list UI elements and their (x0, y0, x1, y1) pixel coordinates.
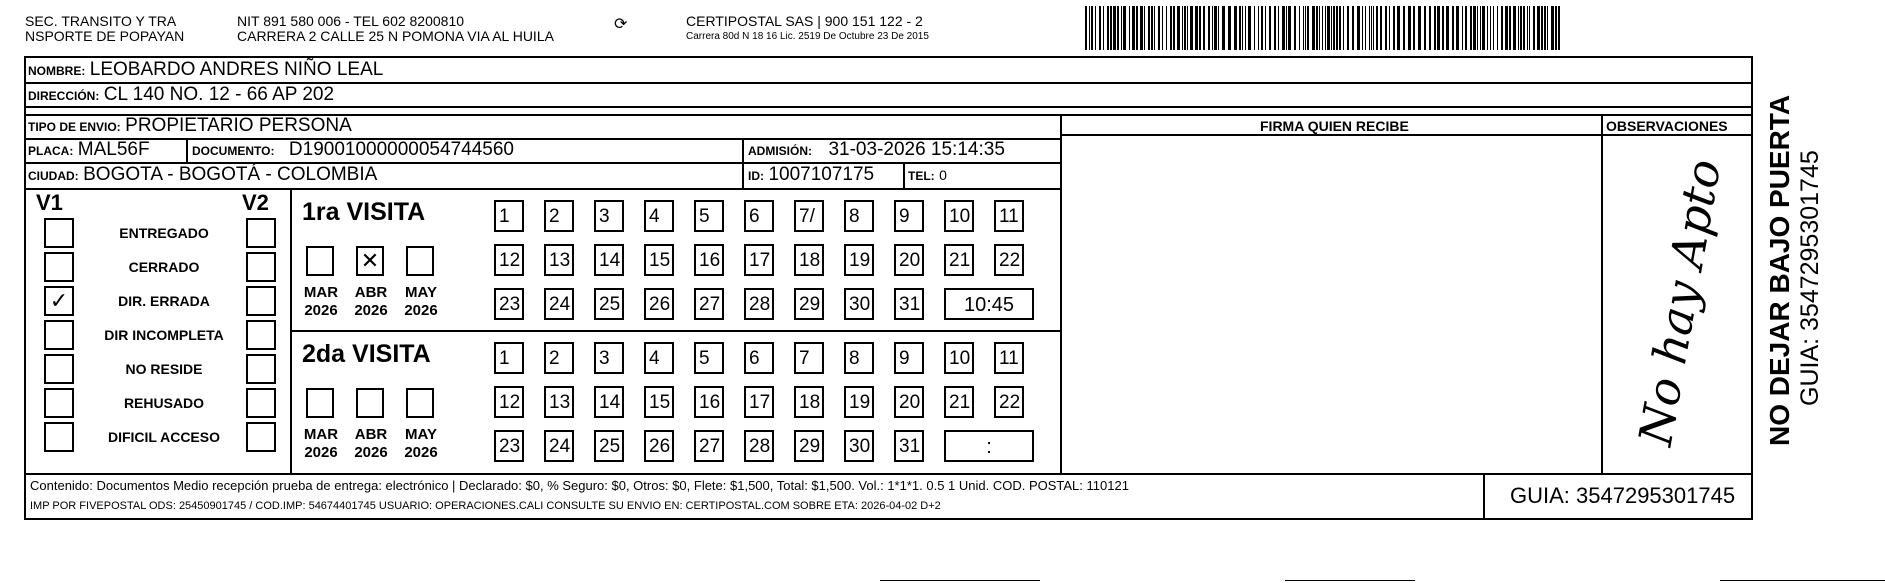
day-box[interactable]: 3 (594, 342, 624, 374)
barcode-bar (1482, 6, 1485, 50)
admision-value: 31-03-2026 15:14:35 (828, 139, 1005, 160)
firma-header: FIRMA QUIEN RECIBE (1260, 118, 1409, 134)
direccion-row (28, 84, 334, 106)
observaciones-header: OBSERVACIONES (1606, 118, 1728, 134)
day-box[interactable]: 24 (544, 430, 574, 462)
barcode-bar (1452, 6, 1454, 50)
day-box[interactable]: 25 (594, 430, 624, 462)
status-label: REHUSADO (123, 395, 205, 411)
barcode-bar (1376, 6, 1378, 50)
footer-line-1: Contenido: Documentos Medio recepción prueba de entrega: electrónico | Declarado: $0, % Seguro: $0, Otros: $0, Flete: $1,500, Total: $1,500. Vol.: 1*1*1. 0.5 1 Unid. COD. POSTAL: 110121 (30, 478, 1129, 493)
day-box[interactable]: 4 (644, 200, 674, 232)
time-box[interactable]: 10:45 (944, 288, 1034, 320)
month-label: ABR (354, 284, 388, 301)
day-box[interactable]: 12 (494, 386, 524, 418)
barcode-bar (1513, 6, 1516, 50)
barcode-bar (1203, 6, 1205, 50)
barcode-bar (1199, 6, 1201, 50)
day-box[interactable]: 6 (744, 342, 774, 374)
day-box[interactable]: 7/ (794, 200, 824, 232)
barcode-bar (1166, 6, 1167, 50)
barcode-bar (1282, 6, 1285, 50)
carrier-line-2: Carrera 80d N 18 16 Lic. 2519 De Octubre 23 De 2015 (686, 31, 929, 42)
day-box[interactable]: 15 (644, 244, 674, 276)
day-box[interactable]: 5 (694, 200, 724, 232)
day-box[interactable]: 24 (544, 288, 574, 320)
day-box[interactable]: 4 (644, 342, 674, 374)
status-label: NO RESIDE (125, 361, 203, 377)
day-box[interactable]: 18 (794, 386, 824, 418)
barcode-bar (1148, 6, 1150, 50)
day-box[interactable]: 11 (994, 342, 1024, 374)
barcode-bar (1173, 6, 1175, 50)
barcode-bar (1182, 6, 1183, 50)
barcode-bar (1103, 6, 1104, 50)
ciudad-value: BOGOTA - BOGOTÁ - COLOMBIA (83, 164, 378, 185)
barcode-bar (1424, 6, 1426, 50)
day-box[interactable]: 9 (894, 200, 924, 232)
barcode-bar (1307, 6, 1309, 50)
day-box[interactable]: 2 (544, 342, 574, 374)
barcode-bar (1369, 6, 1370, 50)
barcode-bar (1288, 6, 1291, 50)
month-label: MAR (303, 426, 339, 443)
address-line: CARRERA 2 CALLE 25 N POMONA VIA AL HUILA (237, 28, 554, 44)
day-box[interactable]: 22 (994, 386, 1024, 418)
barcode-bar (1294, 6, 1296, 50)
barcode-bar (1254, 6, 1255, 50)
day-box[interactable]: 1 (494, 200, 524, 232)
documento-label: DOCUMENTO: (192, 144, 275, 158)
barcode-bar (1234, 6, 1237, 50)
tipo-value: PROPIETARIO PERSONA (125, 115, 352, 136)
v1-checkbox[interactable] (44, 422, 74, 452)
day-box[interactable]: 17 (744, 244, 774, 276)
day-box[interactable]: 27 (694, 430, 724, 462)
carrier-logo-icon: ⟳ (614, 16, 628, 33)
v2-checkbox[interactable] (246, 218, 276, 248)
barcode-bar (1413, 6, 1415, 50)
barcode-bar (1212, 6, 1213, 50)
v2-checkbox[interactable] (246, 354, 276, 384)
barcode-bar (1316, 6, 1318, 50)
barcode-bar (1099, 6, 1101, 50)
tel-value: 0 (939, 167, 947, 183)
admision-row (748, 139, 1005, 161)
barcode-bar (1555, 6, 1557, 50)
observation-handwriting: No hay Apto (1628, 155, 1732, 450)
month-label: MAR (303, 284, 339, 301)
v1-checkbox[interactable] (44, 252, 74, 282)
barcode-bar (1343, 6, 1344, 50)
status-label: CERRADO (128, 259, 200, 275)
sender-nit-block (237, 14, 554, 44)
side-guia: GUIA: 3547295301745 (1796, 150, 1824, 406)
barcode-bar (1129, 6, 1130, 50)
month-label: MAY (405, 284, 437, 301)
barcode-bar (1170, 6, 1172, 50)
barcode-bar (1446, 6, 1449, 50)
direccion-label: DIRECCIÓN: (28, 89, 100, 103)
barcode-bar (1265, 6, 1266, 50)
day-box[interactable]: 27 (694, 288, 724, 320)
day-box[interactable]: 13 (544, 386, 574, 418)
day-box[interactable]: 12 (494, 244, 524, 276)
v2-header: V2 (242, 190, 269, 215)
day-box[interactable]: 14 (594, 386, 624, 418)
signature-line-1 (880, 580, 1040, 581)
footer-line-2: IMP POR FIVEPOSTAL ODS: 25450901745 / COD.IMP: 54674401745 USUARIO: OPERACIONES.CALI CONSULTE SU ENVIO EN: CERTIPOSTAL.COM SOBRE ETA: 2026-04-02 D+2 (30, 500, 941, 512)
day-box[interactable]: 6 (744, 200, 774, 232)
v1-checkbox[interactable] (44, 320, 74, 350)
month-checkbox[interactable] (306, 246, 334, 276)
barcode-bar (1107, 6, 1109, 50)
barcode-bar (1373, 6, 1374, 50)
barcode-bar (1365, 6, 1366, 50)
placa-row (28, 139, 150, 161)
day-box[interactable]: 31 (894, 430, 924, 462)
barcode (1085, 6, 1565, 50)
month-checkbox[interactable]: ✕ (356, 246, 384, 276)
month-checkbox[interactable] (406, 246, 434, 276)
barcode-bar (1258, 6, 1259, 50)
barcode-bar (1429, 6, 1431, 50)
month-checkbox[interactable] (306, 388, 334, 418)
barcode-bar (1371, 6, 1372, 50)
barcode-bar (1187, 6, 1188, 50)
barcode-bar (1085, 6, 1087, 50)
barcode-bar (1195, 6, 1198, 50)
id-row (748, 164, 874, 186)
signature-line-3 (1720, 580, 1885, 581)
time-box[interactable]: : (944, 430, 1034, 462)
v2-checkbox[interactable] (246, 252, 276, 282)
barcode-bar (1091, 6, 1093, 50)
nombre-label: NOMBRE: (28, 64, 86, 78)
barcode-bar (1286, 6, 1287, 50)
barcode-bar (1523, 6, 1525, 50)
day-box[interactable]: 9 (894, 342, 924, 374)
barcode-bar (1144, 6, 1145, 50)
first-visit-title: 1ra VISITA (302, 198, 426, 226)
barcode-bar (1527, 6, 1528, 50)
barcode-bar (1551, 6, 1554, 50)
day-box[interactable]: 7 (794, 342, 824, 374)
v1-checkbox[interactable] (44, 218, 74, 248)
day-box[interactable]: 17 (744, 386, 774, 418)
id-label: ID: (748, 169, 764, 183)
barcode-bar (1095, 6, 1096, 50)
barcode-bar (1505, 6, 1508, 50)
barcode-bar (1228, 6, 1231, 50)
barcode-bar (1547, 6, 1548, 50)
barcode-bar (1319, 6, 1320, 50)
barcode-bar (1357, 6, 1360, 50)
v1-header: V1 (36, 190, 63, 215)
barcode-bar (1501, 6, 1503, 50)
barcode-bar (1123, 6, 1126, 50)
day-box[interactable]: 22 (994, 244, 1024, 276)
second-visit-title: 2da VISITA (302, 340, 431, 368)
day-box[interactable]: 1 (494, 342, 524, 374)
barcode-bar (1312, 6, 1315, 50)
barcode-bar (1325, 6, 1326, 50)
day-box[interactable]: 29 (794, 430, 824, 462)
day-box[interactable]: 30 (844, 430, 874, 462)
barcode-bar (1239, 6, 1241, 50)
nombre-value: LEOBARDO ANDRES NIÑO LEAL (89, 59, 384, 80)
day-box[interactable]: 21 (944, 386, 974, 418)
year-label: 2026 (354, 444, 388, 461)
year-label: 2026 (304, 302, 338, 319)
barcode-bar (1261, 6, 1263, 50)
barcode-bar (1493, 6, 1494, 50)
tel-row (908, 167, 947, 185)
barcode-bar (1299, 6, 1300, 50)
barcode-bar (1136, 6, 1138, 50)
barcode-bar (1184, 6, 1186, 50)
day-box[interactable]: 20 (894, 244, 924, 276)
direccion-value: CL 140 NO. 12 - 66 AP 202 (103, 84, 335, 105)
barcode-bar (1362, 6, 1363, 50)
barcode-bar (1162, 6, 1163, 50)
barcode-bar (1487, 6, 1488, 50)
day-box[interactable]: 10 (944, 200, 974, 232)
carrier-line-1: CERTIPOSTAL SAS | 900 151 122 - 2 (686, 13, 923, 29)
year-label: 2026 (404, 444, 438, 461)
barcode-bar (1245, 6, 1246, 50)
year-label: 2026 (354, 302, 388, 319)
admision-label: ADMISIÓN: (748, 144, 812, 158)
barcode-bar (1113, 6, 1116, 50)
barcode-bar (1352, 6, 1354, 50)
barcode-bar (1158, 6, 1160, 50)
barcode-bar (1303, 6, 1304, 50)
barcode-bar (1418, 6, 1421, 50)
barcode-bar (1434, 6, 1436, 50)
barcode-bar (1465, 6, 1467, 50)
barcode-bar (1347, 6, 1349, 50)
status-label: ENTREGADO (119, 225, 209, 241)
signature-line-2 (1285, 580, 1415, 581)
day-box[interactable]: 16 (694, 386, 724, 418)
day-box[interactable]: 8 (844, 200, 874, 232)
barcode-bar (1333, 6, 1335, 50)
barcode-bar (1151, 6, 1153, 50)
day-box[interactable]: 20 (894, 386, 924, 418)
placa-value: MAL56F (77, 139, 150, 160)
day-box[interactable]: 26 (644, 288, 674, 320)
ciudad-label: CIUDAD: (28, 169, 79, 183)
month-label: MAY (405, 426, 437, 443)
day-box[interactable]: 28 (744, 430, 774, 462)
v2-checkbox[interactable] (246, 286, 276, 316)
day-box[interactable]: 5 (694, 342, 724, 374)
tel-label: TEL: (908, 169, 935, 183)
barcode-bar (1477, 6, 1478, 50)
barcode-bar (1456, 6, 1459, 50)
barcode-bar (1214, 6, 1217, 50)
barcode-bar (1269, 6, 1271, 50)
barcode-bar (1462, 6, 1463, 50)
day-box[interactable]: 23 (494, 430, 524, 462)
barcode-bar (1110, 6, 1112, 50)
barcode-bar (1089, 6, 1090, 50)
barcode-bar (1437, 6, 1440, 50)
nit-line: NIT 891 580 006 - TEL 602 8200810 (237, 13, 465, 29)
month-label: ABR (354, 426, 388, 443)
day-box[interactable]: 23 (494, 288, 524, 320)
day-box[interactable]: 14 (594, 244, 624, 276)
day-box[interactable]: 28 (744, 288, 774, 320)
barcode-bar (1537, 6, 1540, 50)
side-warning: NO DEJAR BAJO PUERTA (1764, 94, 1795, 446)
barcode-bar (1389, 6, 1390, 50)
barcode-bar (1408, 6, 1411, 50)
day-box[interactable]: 31 (894, 288, 924, 320)
v1-checkbox[interactable] (44, 354, 74, 384)
barcode-bar (1520, 6, 1522, 50)
status-label: DIR INCOMPLETA (104, 327, 224, 343)
barcode-bar (1497, 6, 1498, 50)
barcode-bar (1509, 6, 1511, 50)
day-box[interactable]: 19 (844, 244, 874, 276)
barcode-bar (1518, 6, 1519, 50)
barcode-bar (1480, 6, 1481, 50)
barcode-bar (1385, 6, 1387, 50)
barcode-bar (1442, 6, 1444, 50)
day-box[interactable]: 10 (944, 342, 974, 374)
barcode-bar (1403, 6, 1405, 50)
tipo-label: TIPO DE ENVIO: (28, 120, 121, 134)
v2-checkbox[interactable] (246, 320, 276, 350)
barcode-bar (1218, 6, 1219, 50)
barcode-bar (1393, 6, 1395, 50)
barcode-bar (1541, 6, 1543, 50)
year-label: 2026 (404, 302, 438, 319)
day-box[interactable]: 25 (594, 288, 624, 320)
day-box[interactable]: 2 (544, 200, 574, 232)
year-label: 2026 (304, 444, 338, 461)
barcode-bar (1121, 6, 1122, 50)
day-box[interactable]: 29 (794, 288, 824, 320)
documento-value: D19001000000054744560 (288, 139, 514, 160)
day-box[interactable]: 15 (644, 386, 674, 418)
day-box[interactable]: 13 (544, 244, 574, 276)
barcode-bar (1248, 6, 1251, 50)
day-box[interactable]: 19 (844, 386, 874, 418)
barcode-bar (1140, 6, 1143, 50)
nombre-row (28, 59, 383, 81)
ciudad-row (28, 164, 377, 186)
day-box[interactable]: 30 (844, 288, 874, 320)
barcode-bar (1132, 6, 1135, 50)
documento-row (192, 139, 514, 161)
barcode-bar (1331, 6, 1332, 50)
barcode-bar (1533, 6, 1535, 50)
barcode-bar (1190, 6, 1193, 50)
month-checkbox[interactable] (406, 388, 434, 418)
v2-checkbox[interactable] (246, 422, 276, 452)
carrier-block (686, 14, 929, 44)
id-value: 1007107175 (768, 164, 875, 185)
day-box[interactable]: 3 (594, 200, 624, 232)
sender-block (25, 14, 184, 44)
sender-line-1: SEC. TRANSITO Y TRA (25, 13, 177, 29)
barcode-bar (1529, 6, 1530, 50)
sender-line-2: NSPORTE DE POPAYAN (25, 28, 185, 44)
barcode-bar (1336, 6, 1338, 50)
day-box[interactable]: 11 (994, 200, 1024, 232)
placa-label: PLACA: (28, 144, 74, 158)
barcode-bar (1177, 6, 1180, 50)
status-label: DIR. ERRADA (118, 293, 210, 309)
tipo-row (28, 115, 352, 137)
day-box[interactable]: 21 (944, 244, 974, 276)
barcode-bar (1208, 6, 1210, 50)
barcode-bar (1339, 6, 1341, 50)
day-box[interactable]: 8 (844, 342, 874, 374)
barcode-bar (1322, 6, 1323, 50)
month-checkbox[interactable] (356, 388, 384, 418)
barcode-bar (1397, 6, 1400, 50)
barcode-bar (1117, 6, 1119, 50)
v2-checkbox[interactable] (246, 388, 276, 418)
day-box[interactable]: 18 (794, 244, 824, 276)
day-box[interactable]: 26 (644, 430, 674, 462)
barcode-bar (1544, 6, 1546, 50)
day-box[interactable]: 16 (694, 244, 724, 276)
status-label: DIFICIL ACCESO (107, 429, 220, 445)
footer-guia: GUIA: 3547295301745 (1510, 483, 1736, 508)
barcode-bar (1380, 6, 1382, 50)
barcode-bar (1473, 6, 1476, 50)
barcode-bar (1327, 6, 1330, 50)
v1-checkbox[interactable] (44, 388, 74, 418)
barcode-bar (1274, 6, 1276, 50)
barcode-bar (1278, 6, 1279, 50)
barcode-bar (1222, 6, 1225, 50)
barcode-bar (1558, 6, 1560, 50)
v1-checkbox[interactable]: ✓ (44, 286, 74, 316)
barcode-bar (1470, 6, 1472, 50)
barcode-bar (1305, 6, 1306, 50)
barcode-bar (1490, 6, 1491, 50)
barcode-bar (1154, 6, 1155, 50)
barcode-bar (1242, 6, 1243, 50)
